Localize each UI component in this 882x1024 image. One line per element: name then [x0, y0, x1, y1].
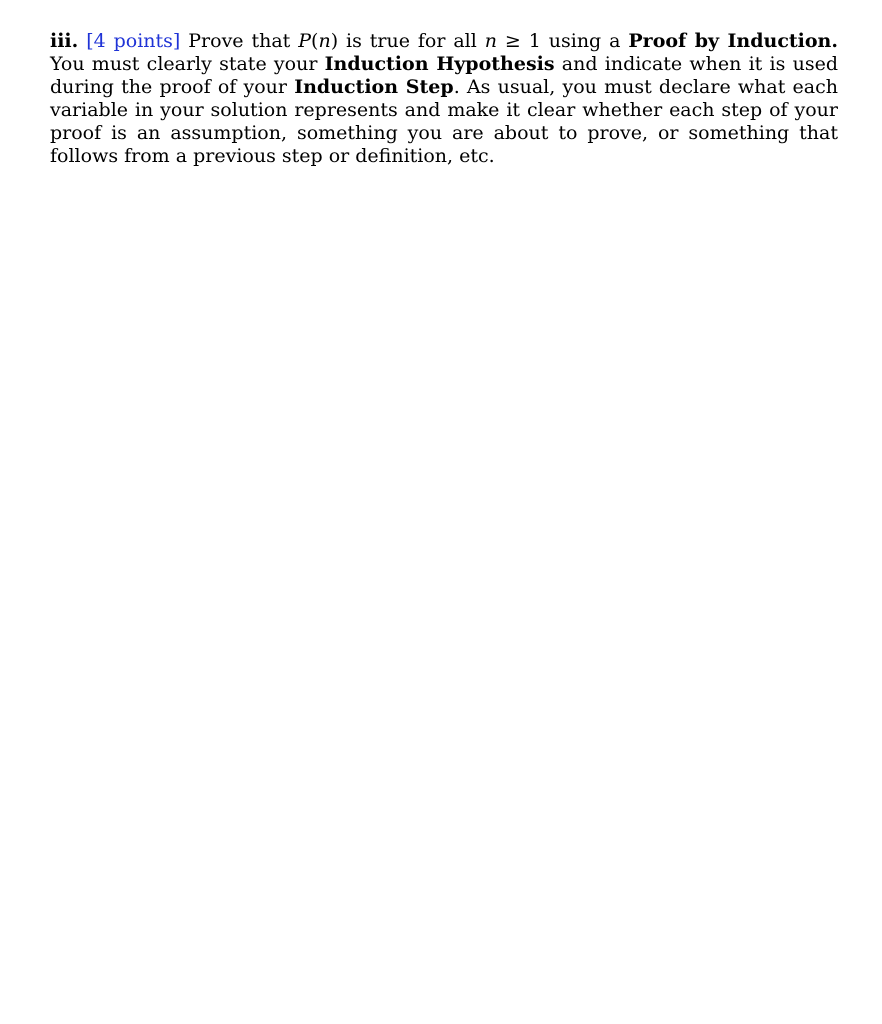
question-number: iii.	[50, 30, 79, 52]
induction-step-term: Induction Step	[294, 76, 454, 98]
question-segment: Prove that	[180, 30, 299, 52]
question-segment: and indicate when it is used during the proof of your	[50, 53, 839, 98]
proof-method: Proof by Induction.	[628, 30, 838, 52]
math-paren: (	[311, 30, 319, 52]
math-variable: n	[484, 30, 497, 52]
question-segment: using a	[540, 30, 629, 52]
math-paren: )	[330, 30, 339, 52]
question-text	[50, 30, 838, 168]
question-segment: . As usual, you must declare what each variable in your solution represents and make it clear whether each step of your proof is an assumption, something you are about to prove, or something that follows from a previous step or definition, etc.	[50, 76, 838, 167]
induction-hypothesis-term: Induction Hypothesis	[324, 53, 555, 75]
question-segment: You must clearly state your	[50, 53, 325, 75]
math-function: P	[298, 30, 312, 52]
math-relation: ≥ 1	[497, 30, 541, 52]
question-segment: is true for all	[338, 30, 485, 52]
math-argument: n	[318, 30, 331, 52]
points-label: [4 points]	[86, 30, 181, 52]
